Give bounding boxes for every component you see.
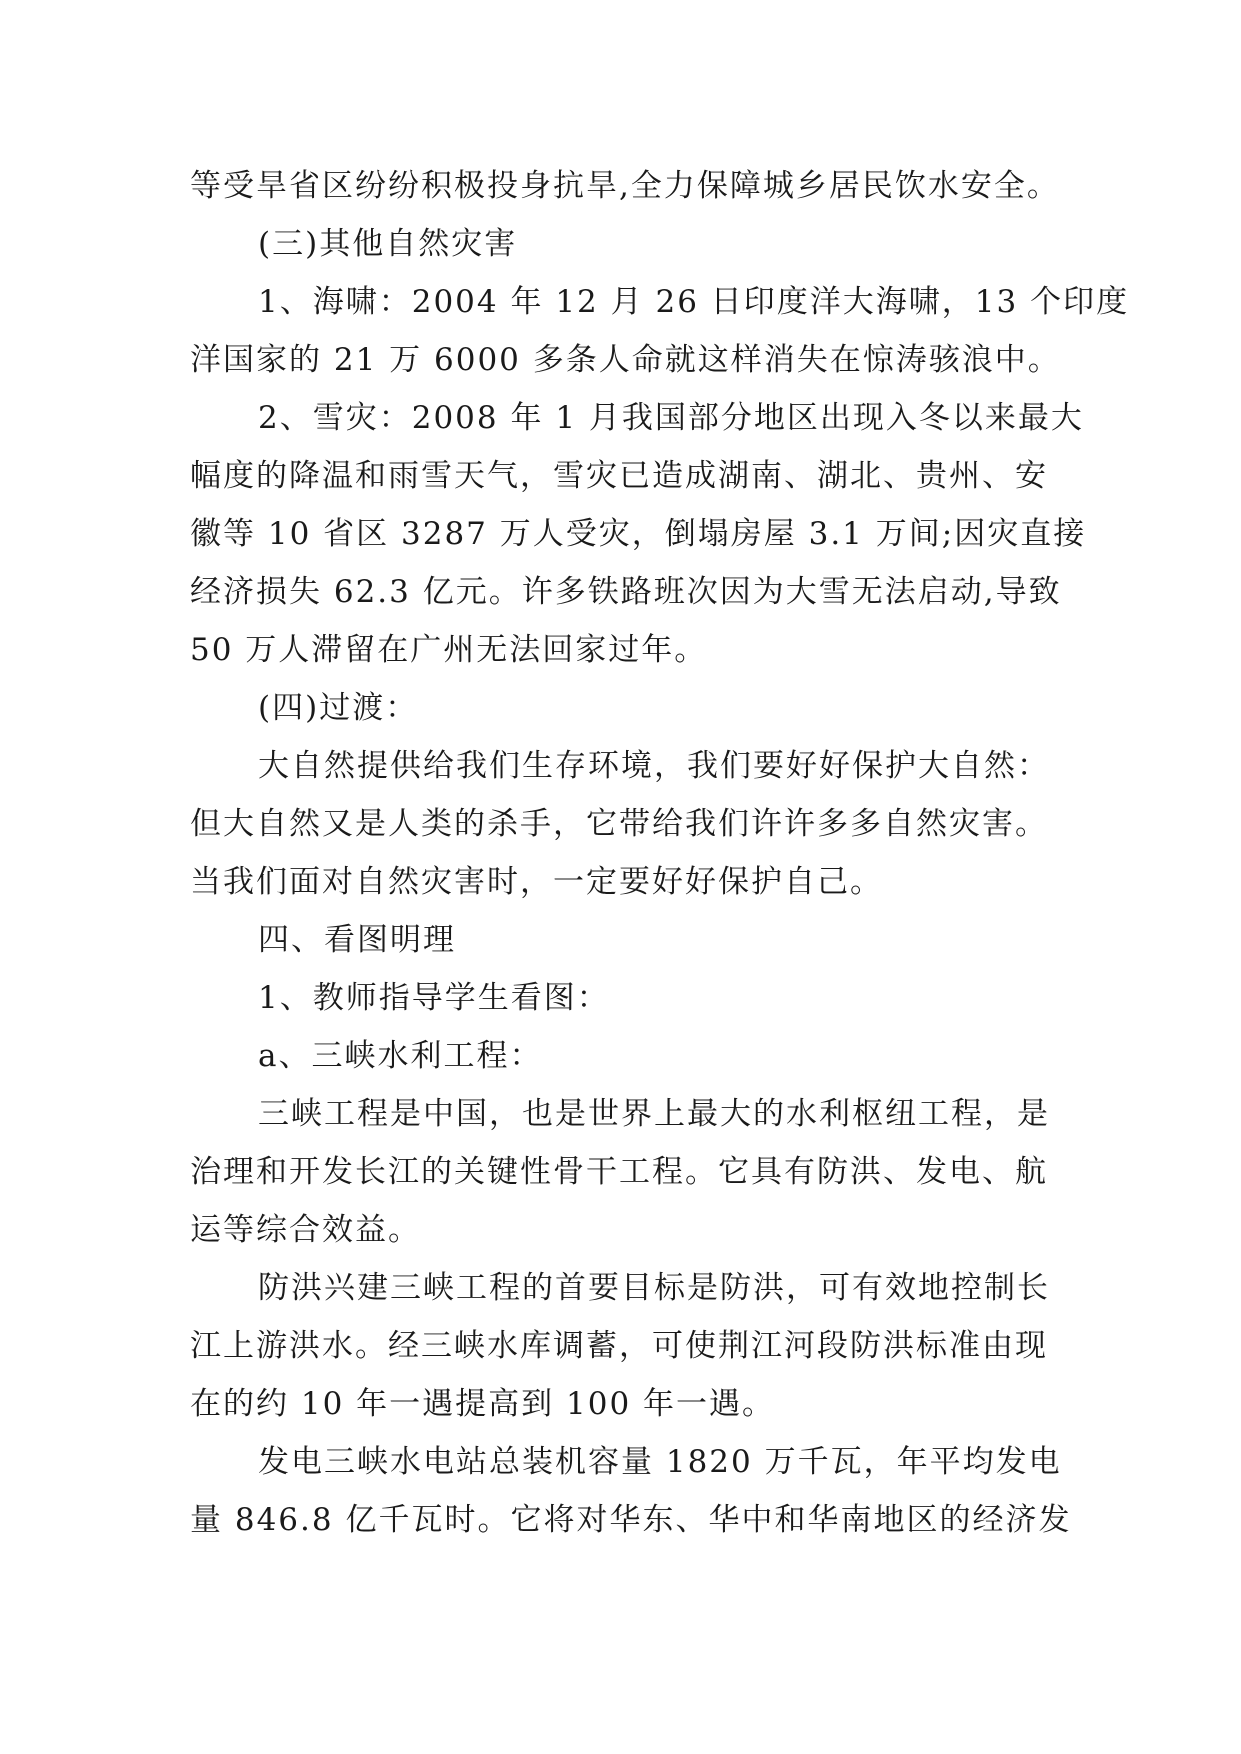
text-line: 经济损失 62.3 亿元。许多铁路班次因为大雪无法启动,导致 xyxy=(190,574,1062,610)
text-line: 运等综合效益。 xyxy=(190,1212,421,1248)
section-heading: 四、看图明理 xyxy=(258,922,456,958)
text-line: 防洪兴建三峡工程的首要目标是防洪，可有效地控制长 xyxy=(258,1270,1050,1306)
text-line: 大自然提供给我们生存环境，我们要好好保护大自然： xyxy=(258,748,1050,784)
text-line: 发电三峡水电站总装机容量 1820 万千瓦，年平均发电 xyxy=(258,1444,1062,1480)
text-line: 但大自然又是人类的杀手，它带给我们许许多多自然灾害。 xyxy=(190,806,1048,842)
text-line: 三峡工程是中国，也是世界上最大的水利枢纽工程，是 xyxy=(258,1096,1050,1132)
text-line: 在的约 10 年一遇提高到 100 年一遇。 xyxy=(190,1386,776,1422)
text-line: 1、海啸：2004 年 12 月 26 日印度洋大海啸，13 个印度 xyxy=(258,284,1130,320)
text-line: 治理和开发长江的关键性骨干工程。它具有防洪、发电、航 xyxy=(190,1154,1048,1190)
text-line: 等受旱省区纷纷积极投身抗旱,全力保障城乡居民饮水安全。 xyxy=(190,168,1060,204)
section-heading: (三)其他自然灾害 xyxy=(258,226,518,262)
text-line: 当我们面对自然灾害时，一定要好好保护自己。 xyxy=(190,864,883,900)
text-line: 50 万人滞留在广州无法回家过年。 xyxy=(190,632,708,668)
section-heading: (四)过渡： xyxy=(258,690,419,726)
text-line: 徽等 10 省区 3287 万人受灾，倒塌房屋 3.1 万间;因灾直接 xyxy=(190,516,1087,552)
text-line: 洋国家的 21 万 6000 多条人命就这样消失在惊涛骇浪中。 xyxy=(190,342,1061,378)
text-line: a、三峡水利工程： xyxy=(258,1038,543,1074)
text-line: 2、雪灾：2008 年 1 月我国部分地区出现入冬以来最大 xyxy=(258,400,1084,436)
text-line: 江上游洪水。经三峡水库调蓄，可使荆江河段防洪标准由现 xyxy=(190,1328,1048,1364)
text-line: 量 846.8 亿千瓦时。它将对华东、华中和华南地区的经济发 xyxy=(190,1502,1072,1538)
text-line: 1、教师指导学生看图： xyxy=(258,980,610,1016)
text-line: 幅度的降温和雨雪天气，雪灾已造成湖南、湖北、贵州、安 xyxy=(190,458,1048,494)
